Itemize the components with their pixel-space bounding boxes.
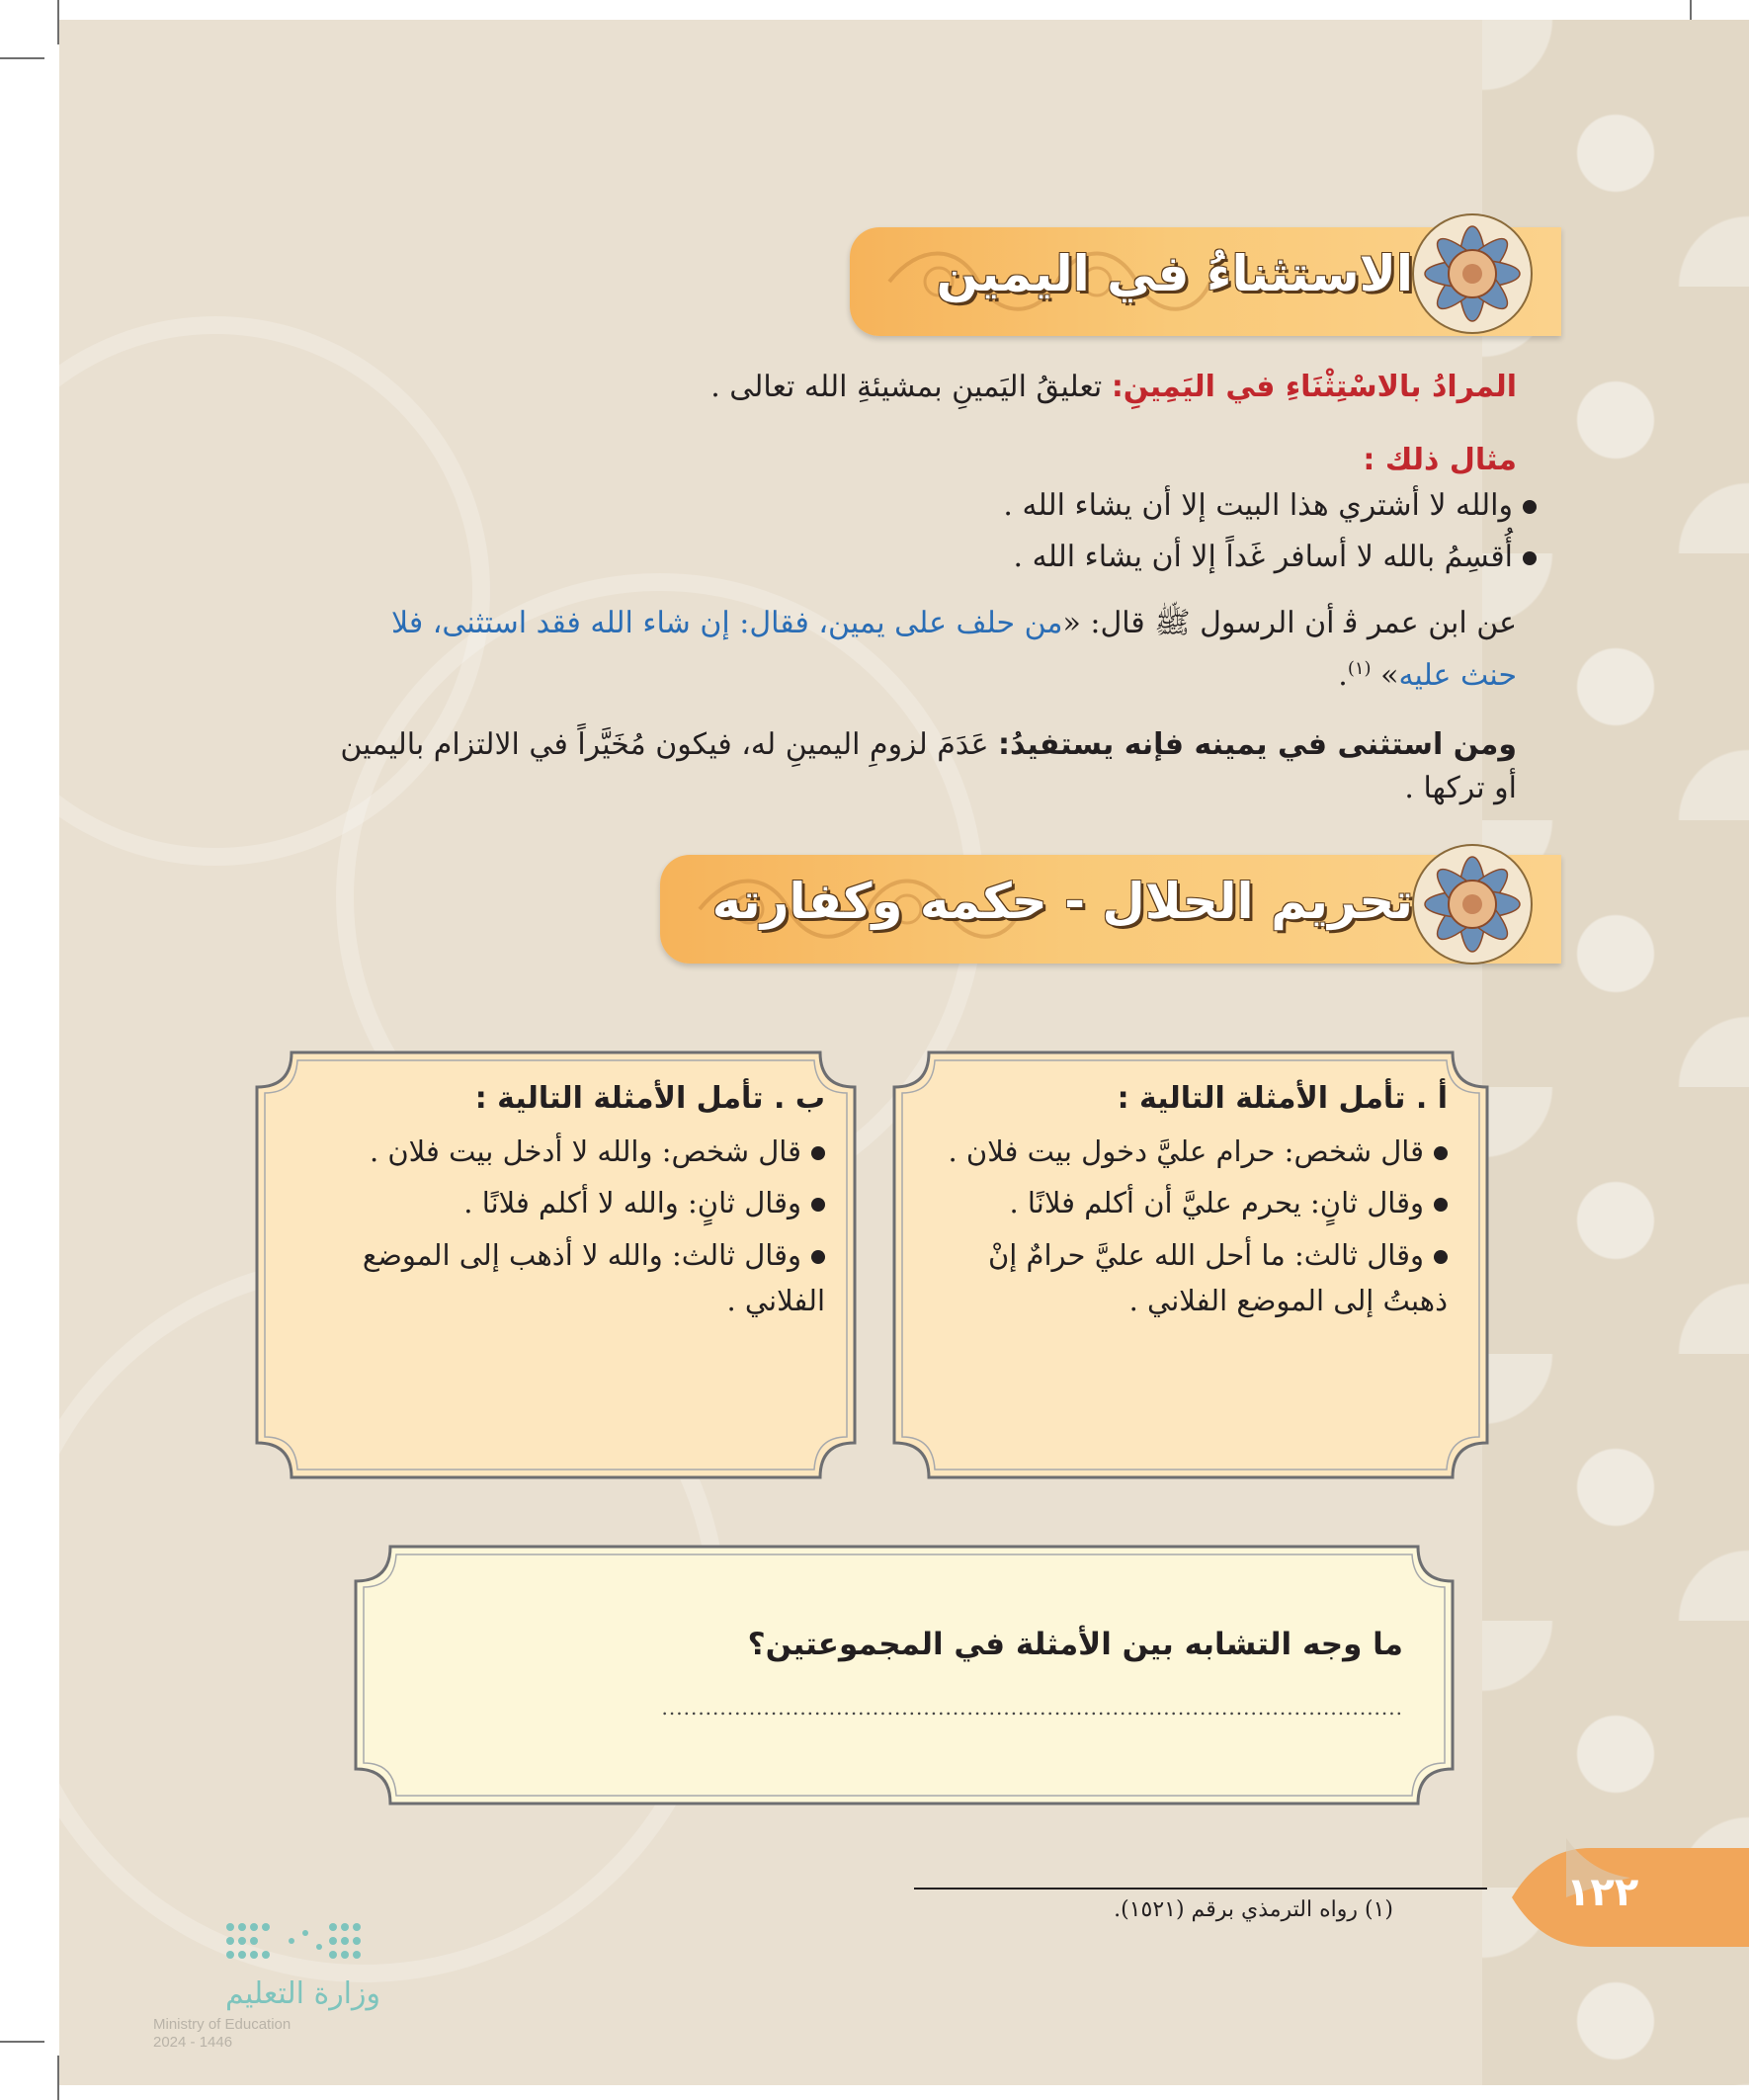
benefit-term: ومن استثنى في يمينه فإنه يستفيدُ: bbox=[998, 727, 1517, 762]
hadith-end: . bbox=[1338, 657, 1348, 693]
question-box bbox=[351, 1542, 1458, 1808]
ministry-logo bbox=[153, 1917, 380, 2056]
example-text: أُقسِمُ بالله لا أسافر غَداً إلا أن يشاء الله . bbox=[1013, 540, 1513, 574]
box-item-text: وقال ثانٍ: والله لا أكلم فلانًا . bbox=[463, 1186, 801, 1220]
box-content bbox=[292, 1075, 825, 1330]
benefit-text: عَدَمَ لزومِ اليمينِ له، فيكون مُخَيَّراً في الالتزام باليمين أو تركها . bbox=[340, 727, 1517, 805]
box-item bbox=[292, 1180, 825, 1225]
hadith-paragraph bbox=[341, 598, 1517, 702]
rosette-icon bbox=[1408, 210, 1537, 338]
hadith-reference: (١) bbox=[1347, 657, 1372, 679]
logo-english: Ministry of Education bbox=[153, 2016, 292, 2033]
example-item bbox=[1014, 536, 1537, 579]
box-heading: ب . تأمل الأمثلة التالية : bbox=[474, 1081, 825, 1116]
page bbox=[59, 20, 1749, 2085]
box-item bbox=[924, 1232, 1448, 1324]
box-item-text: قال شخص: حرام عليَّ دخول بيت فلان . bbox=[948, 1134, 1424, 1168]
bullet-icon bbox=[1434, 1250, 1448, 1264]
bullet-icon bbox=[811, 1250, 825, 1264]
bullet-icon bbox=[1434, 1146, 1448, 1160]
box-item-text: وقال ثالث: ما أحل الله عليَّ حرامٌ إنْ ذهبتُ إلى الموضع الفلاني . bbox=[987, 1237, 1448, 1318]
bullet-icon bbox=[1523, 551, 1537, 565]
question-text: ما وجه التشابه بين الأمثلة في المجموعتين؟ bbox=[747, 1627, 1403, 1662]
box-item-text: وقال ثانٍ: يحرم عليَّ أن أكلم فلانًا . bbox=[1009, 1186, 1424, 1220]
footnote: (١) رواه الترمذي برقم (١٥٢١). bbox=[1114, 1897, 1393, 1922]
logo-year: 2024 - 1446 bbox=[153, 2034, 233, 2051]
footnote-divider bbox=[914, 1888, 1487, 1890]
box-item-text: قال شخص: والله لا أدخل بيت فلان . bbox=[369, 1134, 801, 1168]
section-title: الاستثناءُ في اليمين bbox=[936, 245, 1413, 302]
definition-text: تعليقُ اليَمينِ بمشيئةِ الله تعالى . bbox=[710, 370, 1112, 404]
box-item bbox=[924, 1129, 1448, 1174]
bullet-icon bbox=[1523, 500, 1537, 514]
benefit-paragraph bbox=[331, 723, 1517, 809]
box-item bbox=[924, 1180, 1448, 1225]
example-item bbox=[1003, 484, 1537, 528]
section-title: تحريم الحلال - حكمه وكفارته bbox=[711, 873, 1413, 930]
box-item bbox=[292, 1129, 825, 1174]
box-item-text: وقال ثالث: والله لا أذهب إلى الموضع الفلاني . bbox=[362, 1237, 825, 1318]
box-item bbox=[292, 1232, 825, 1324]
example-heading: مثال ذلك : bbox=[1363, 443, 1517, 477]
hadith-intro: عن ابن عمر ﭬ أن الرسول ﷺ قال: « bbox=[1062, 606, 1517, 640]
crop-mark bbox=[0, 2041, 44, 2043]
example-text: والله لا أشتري هذا البيت إلا أن يشاء الله . bbox=[1003, 488, 1513, 523]
definition-paragraph bbox=[430, 366, 1517, 409]
hadith-text: من حلف على يمين، فقال: إن شاء الله فقد استثنى، فلا حنث عليه bbox=[390, 606, 1517, 693]
rosette-icon bbox=[1408, 840, 1537, 968]
crop-mark bbox=[0, 57, 44, 59]
hadith-close: » bbox=[1371, 657, 1399, 693]
box-content bbox=[924, 1075, 1448, 1330]
examples-box-a bbox=[889, 1048, 1492, 1482]
bullet-icon bbox=[811, 1146, 825, 1160]
examples-box-b bbox=[252, 1048, 860, 1482]
logo-dots-icon bbox=[222, 1917, 371, 1967]
bullet-icon bbox=[1434, 1198, 1448, 1212]
answer-line[interactable]: ...................................................................................................... bbox=[661, 1695, 1403, 1720]
question-content bbox=[415, 1621, 1403, 1723]
logo-arabic: وزارة التعليم bbox=[224, 1976, 380, 2011]
bullet-icon bbox=[811, 1198, 825, 1212]
box-heading: أ . تأمل الأمثلة التالية : bbox=[1117, 1081, 1448, 1116]
page-number: ١٢٢ bbox=[1566, 1870, 1639, 1915]
definition-term: المرادُ بالاسْتِثْنَاءِ في اليَمِينِ: bbox=[1111, 370, 1517, 404]
